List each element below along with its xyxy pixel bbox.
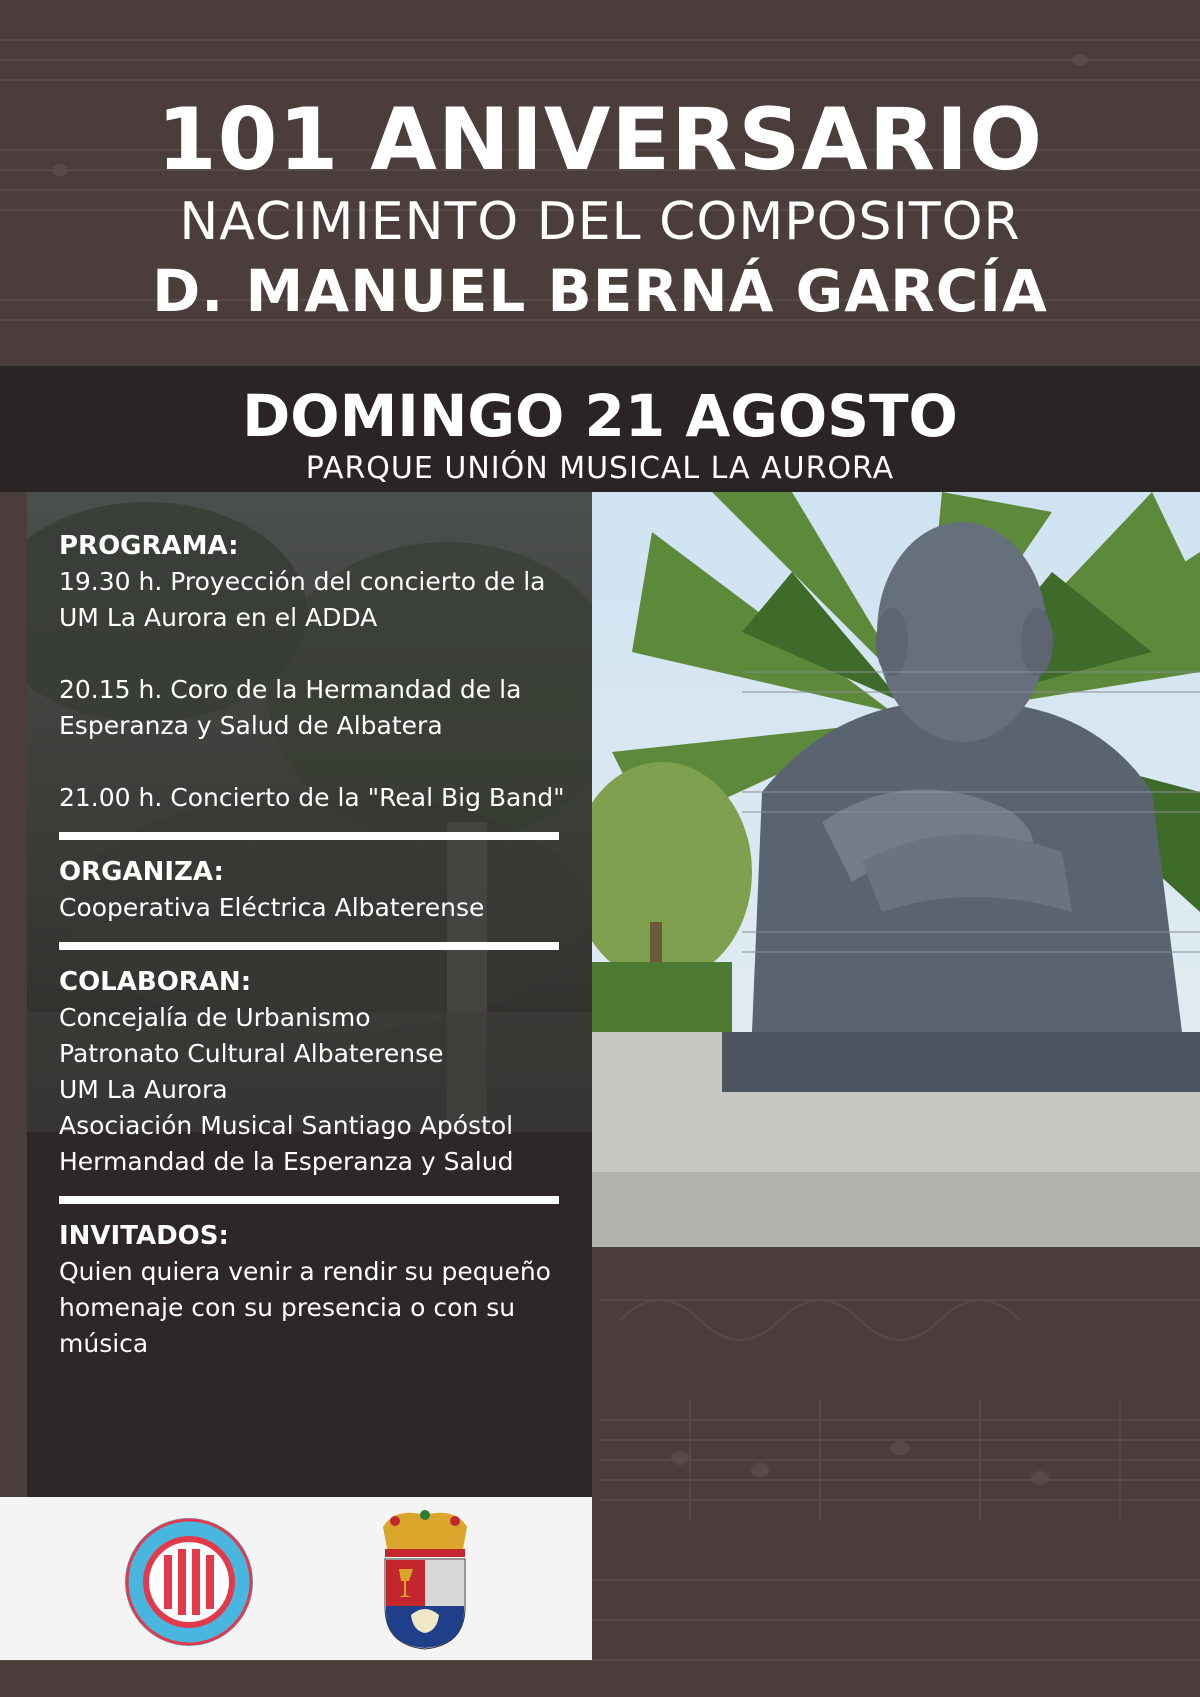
invitados-line: homenaje con su presencia o con su xyxy=(59,1293,516,1322)
colaboran-line: Hermandad de la Esperanza y Salud xyxy=(59,1147,514,1176)
program-item-1-line-1: 19.30 h. Proyección del concierto de la xyxy=(59,567,546,596)
event-date: DOMINGO 21 AGOSTO xyxy=(242,382,958,450)
colaboran-line: Patronato Cultural Albaterense xyxy=(59,1039,444,1068)
invitados-heading: INVITADOS: xyxy=(59,1221,229,1251)
program-item-1-line-2: UM La Aurora en el ADDA xyxy=(59,603,378,632)
organiza-line: Cooperativa Eléctrica Albaterense xyxy=(59,893,485,922)
section-divider xyxy=(59,1196,559,1204)
statue-photo xyxy=(592,492,1200,1247)
program-item-2-line-2: Esperanza y Salud de Albatera xyxy=(59,711,443,740)
section-divider xyxy=(59,942,559,950)
sponsor-logo-strip xyxy=(0,1497,592,1660)
composer-bust-image xyxy=(592,492,1200,1247)
section-divider xyxy=(59,832,559,840)
programa-heading: PROGRAMA: xyxy=(59,531,239,561)
poster-subtitle: NACIMIENTO DEL COMPOSITOR xyxy=(179,192,1021,252)
date-band xyxy=(0,366,1200,492)
event-place: PARQUE UNIÓN MUSICAL LA AURORA xyxy=(305,451,895,486)
composer-name: D. MANUEL BERNÁ GARCÍA xyxy=(152,257,1048,325)
colaboran-line: Asociación Musical Santiago Apóstol xyxy=(59,1111,514,1140)
invitados-line: Quien quiera venir a rendir su pequeño xyxy=(59,1257,551,1286)
albatera-coat-of-arms-logo xyxy=(375,1507,475,1652)
program-item-2-line-1: 20.15 h. Coro de la Hermandad de la xyxy=(59,675,522,704)
poster-header xyxy=(0,90,1200,328)
poster-title: 101 ANIVERSARIO xyxy=(156,90,1044,190)
program-content xyxy=(59,528,589,1362)
colaboran-line: UM La Aurora xyxy=(59,1075,228,1104)
invitados-line: música xyxy=(59,1329,149,1358)
program-item-3-line-1: 21.00 h. Concierto de la "Real Big Band" xyxy=(59,783,565,812)
organiza-heading: ORGANIZA: xyxy=(59,857,224,887)
colaboran-line: Concejalía de Urbanismo xyxy=(59,1003,371,1032)
program-panel xyxy=(27,492,592,1497)
cooperativa-albaterense-logo xyxy=(122,1515,256,1649)
colaboran-heading: COLABORAN: xyxy=(59,967,252,997)
